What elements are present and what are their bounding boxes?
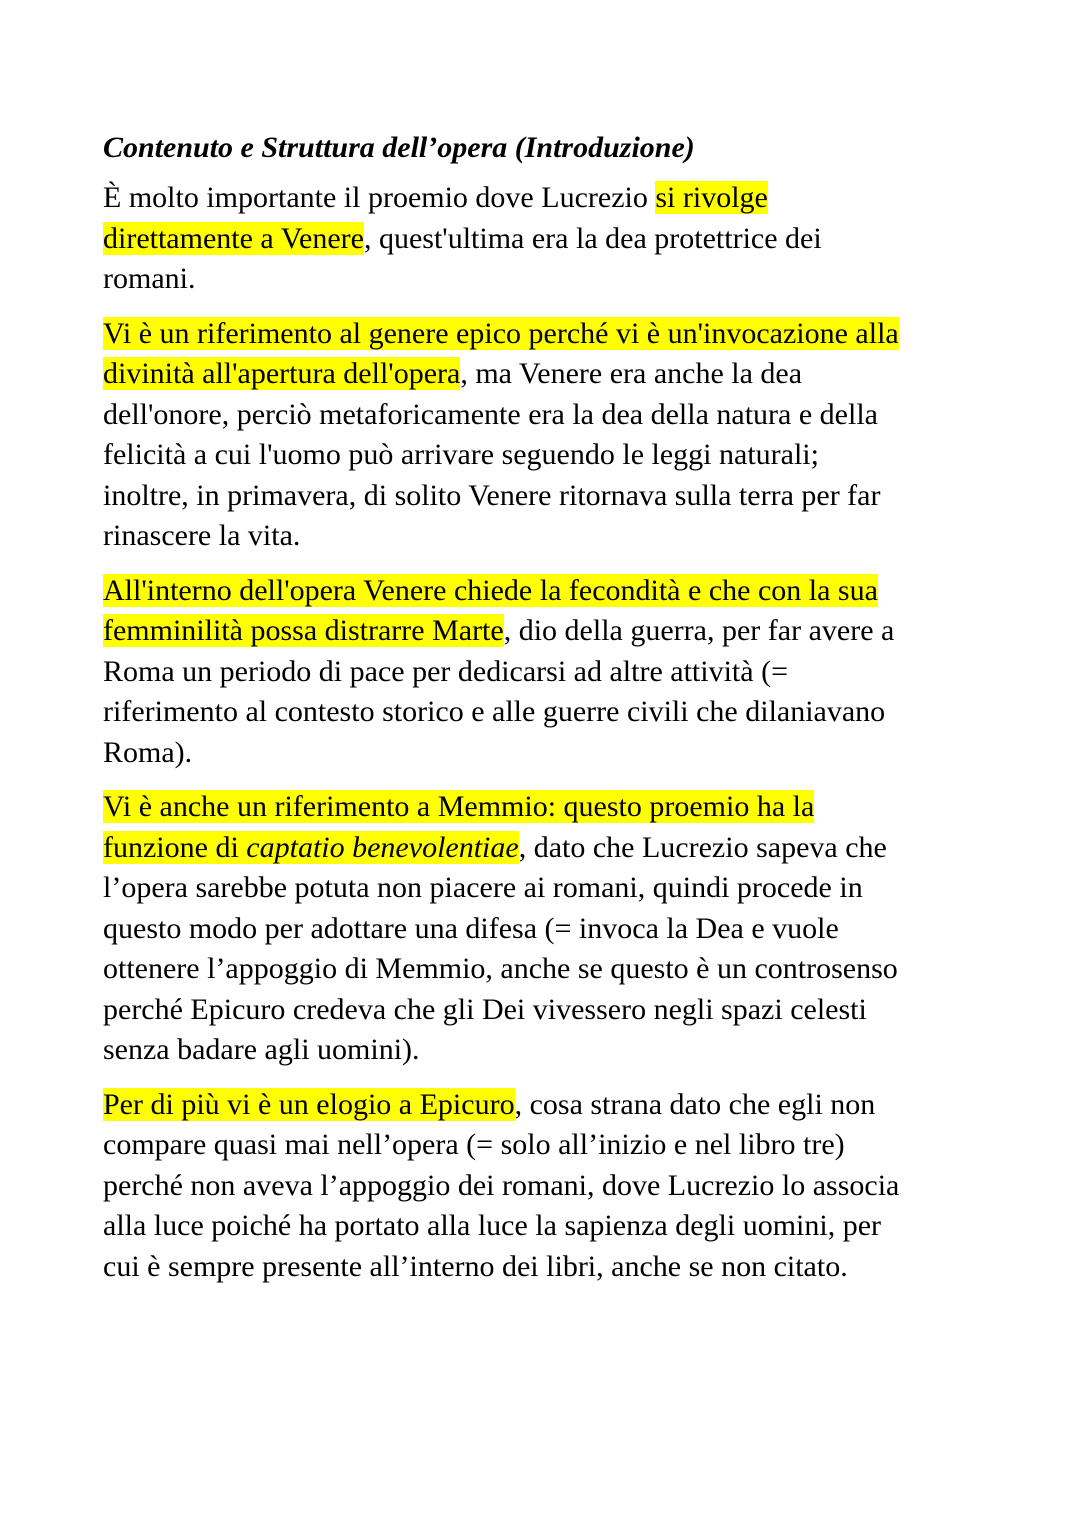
text-segment: compare quasi mai nell’opera (= solo all’inizio e nel libro tre) [103, 1128, 845, 1161]
document-title: Contenuto e Struttura dell’opera (Introduzione) [103, 131, 695, 164]
text-line [103, 652, 993, 693]
text-segment: romani. [103, 262, 196, 295]
highlighted-text: Vi è anche un riferimento a Memmio: questo proemio ha la [103, 790, 815, 823]
text-segment: perché Epicuro credeva che gli Dei vivessero negli spazi celesti [103, 992, 867, 1026]
text-line [103, 476, 993, 517]
text-line [103, 354, 993, 395]
text-segment: rinascere la vita. [103, 519, 301, 552]
text-line [103, 990, 993, 1031]
text-segment: inoltre, in primavera, di solito Venere ritornava sulla terra per far [103, 478, 881, 512]
text-segment: ottenere l’appoggio di Memmio, anche se questo è un controsenso [103, 952, 898, 985]
text-segment: , cosa strana dato che egli non [514, 1087, 876, 1121]
text-segment: Roma). [103, 735, 193, 769]
text-segment: , ma Venere era anche la dea [460, 357, 803, 390]
paragraph [103, 178, 993, 300]
text-line [103, 219, 993, 260]
text-segment: È molto importante il proemio dove Lucrezio [103, 181, 656, 214]
text-segment: perché non aveva l’appoggio dei romani, dove Lucrezio lo associa [103, 1168, 900, 1202]
text-segment: senza badare agli uomini). [103, 1033, 420, 1066]
text-line [103, 692, 993, 733]
paragraph [103, 314, 993, 557]
text-line [103, 828, 993, 869]
highlighted-text: funzione di [103, 830, 247, 864]
text-line [103, 178, 993, 219]
text-line [103, 1125, 993, 1166]
text-line [103, 1166, 993, 1207]
text-segment: , dato che Lucrezio sapeva che [518, 830, 887, 864]
text-line [103, 1085, 993, 1126]
text-line [103, 611, 993, 652]
highlighted-text: captatio benevolentiae [246, 830, 519, 864]
text-line [103, 1206, 993, 1247]
highlighted-text: direttamente a Venere [103, 221, 364, 255]
text-line [103, 868, 993, 909]
document-body [103, 178, 993, 1287]
highlighted-text: si rivolge [655, 181, 768, 214]
text-line [103, 733, 993, 774]
text-segment: cui è sempre presente all’interno dei libri, anche se non citato. [103, 1249, 848, 1283]
text-segment: questo modo per adottare una difesa (= invoca la Dea e vuole [103, 911, 839, 945]
paragraph [103, 1085, 993, 1288]
text-line [103, 1030, 993, 1071]
text-segment: , dio della guerra, per far avere a [503, 614, 895, 647]
text-segment: dell'onore, perciò metaforicamente era la dea della natura e della [103, 397, 878, 431]
text-line [103, 949, 993, 990]
highlighted-text: All'interno dell'opera Venere chiede la fecondità e che con la sua [103, 573, 878, 607]
document-page [103, 128, 993, 1301]
text-line [103, 909, 993, 950]
text-segment: , quest'ultima era la dea protettrice dei [363, 221, 822, 255]
highlighted-text: femminilità possa distrarre Marte [103, 614, 504, 647]
text-line [103, 1247, 993, 1288]
paragraph [103, 571, 993, 774]
text-segment: l’opera sarebbe potuta non piacere ai romani, quindi procede in [103, 871, 863, 904]
text-segment: felicità a cui l'uomo può arrivare seguendo le leggi naturali; [103, 438, 819, 471]
highlighted-text: Per di più vi è un elogio a Epicuro [103, 1087, 515, 1121]
text-line [103, 571, 993, 612]
text-line [103, 516, 993, 557]
text-line [103, 259, 993, 300]
text-line [103, 395, 993, 436]
text-segment: alla luce poiché ha portato alla luce la sapienza degli uomini, per [103, 1209, 882, 1242]
text-line [103, 787, 993, 828]
text-segment: riferimento al contesto storico e alle guerre civili che dilaniavano [103, 695, 886, 728]
text-line [103, 314, 993, 355]
highlighted-text: divinità all'apertura dell'opera [103, 357, 461, 390]
paragraph [103, 787, 993, 1071]
highlighted-text: Vi è un riferimento al genere epico perché vi è un'invocazione alla [103, 316, 899, 350]
text-segment: Roma un periodo di pace per dedicarsi ad altre attività (= [103, 654, 788, 688]
text-line [103, 435, 993, 476]
